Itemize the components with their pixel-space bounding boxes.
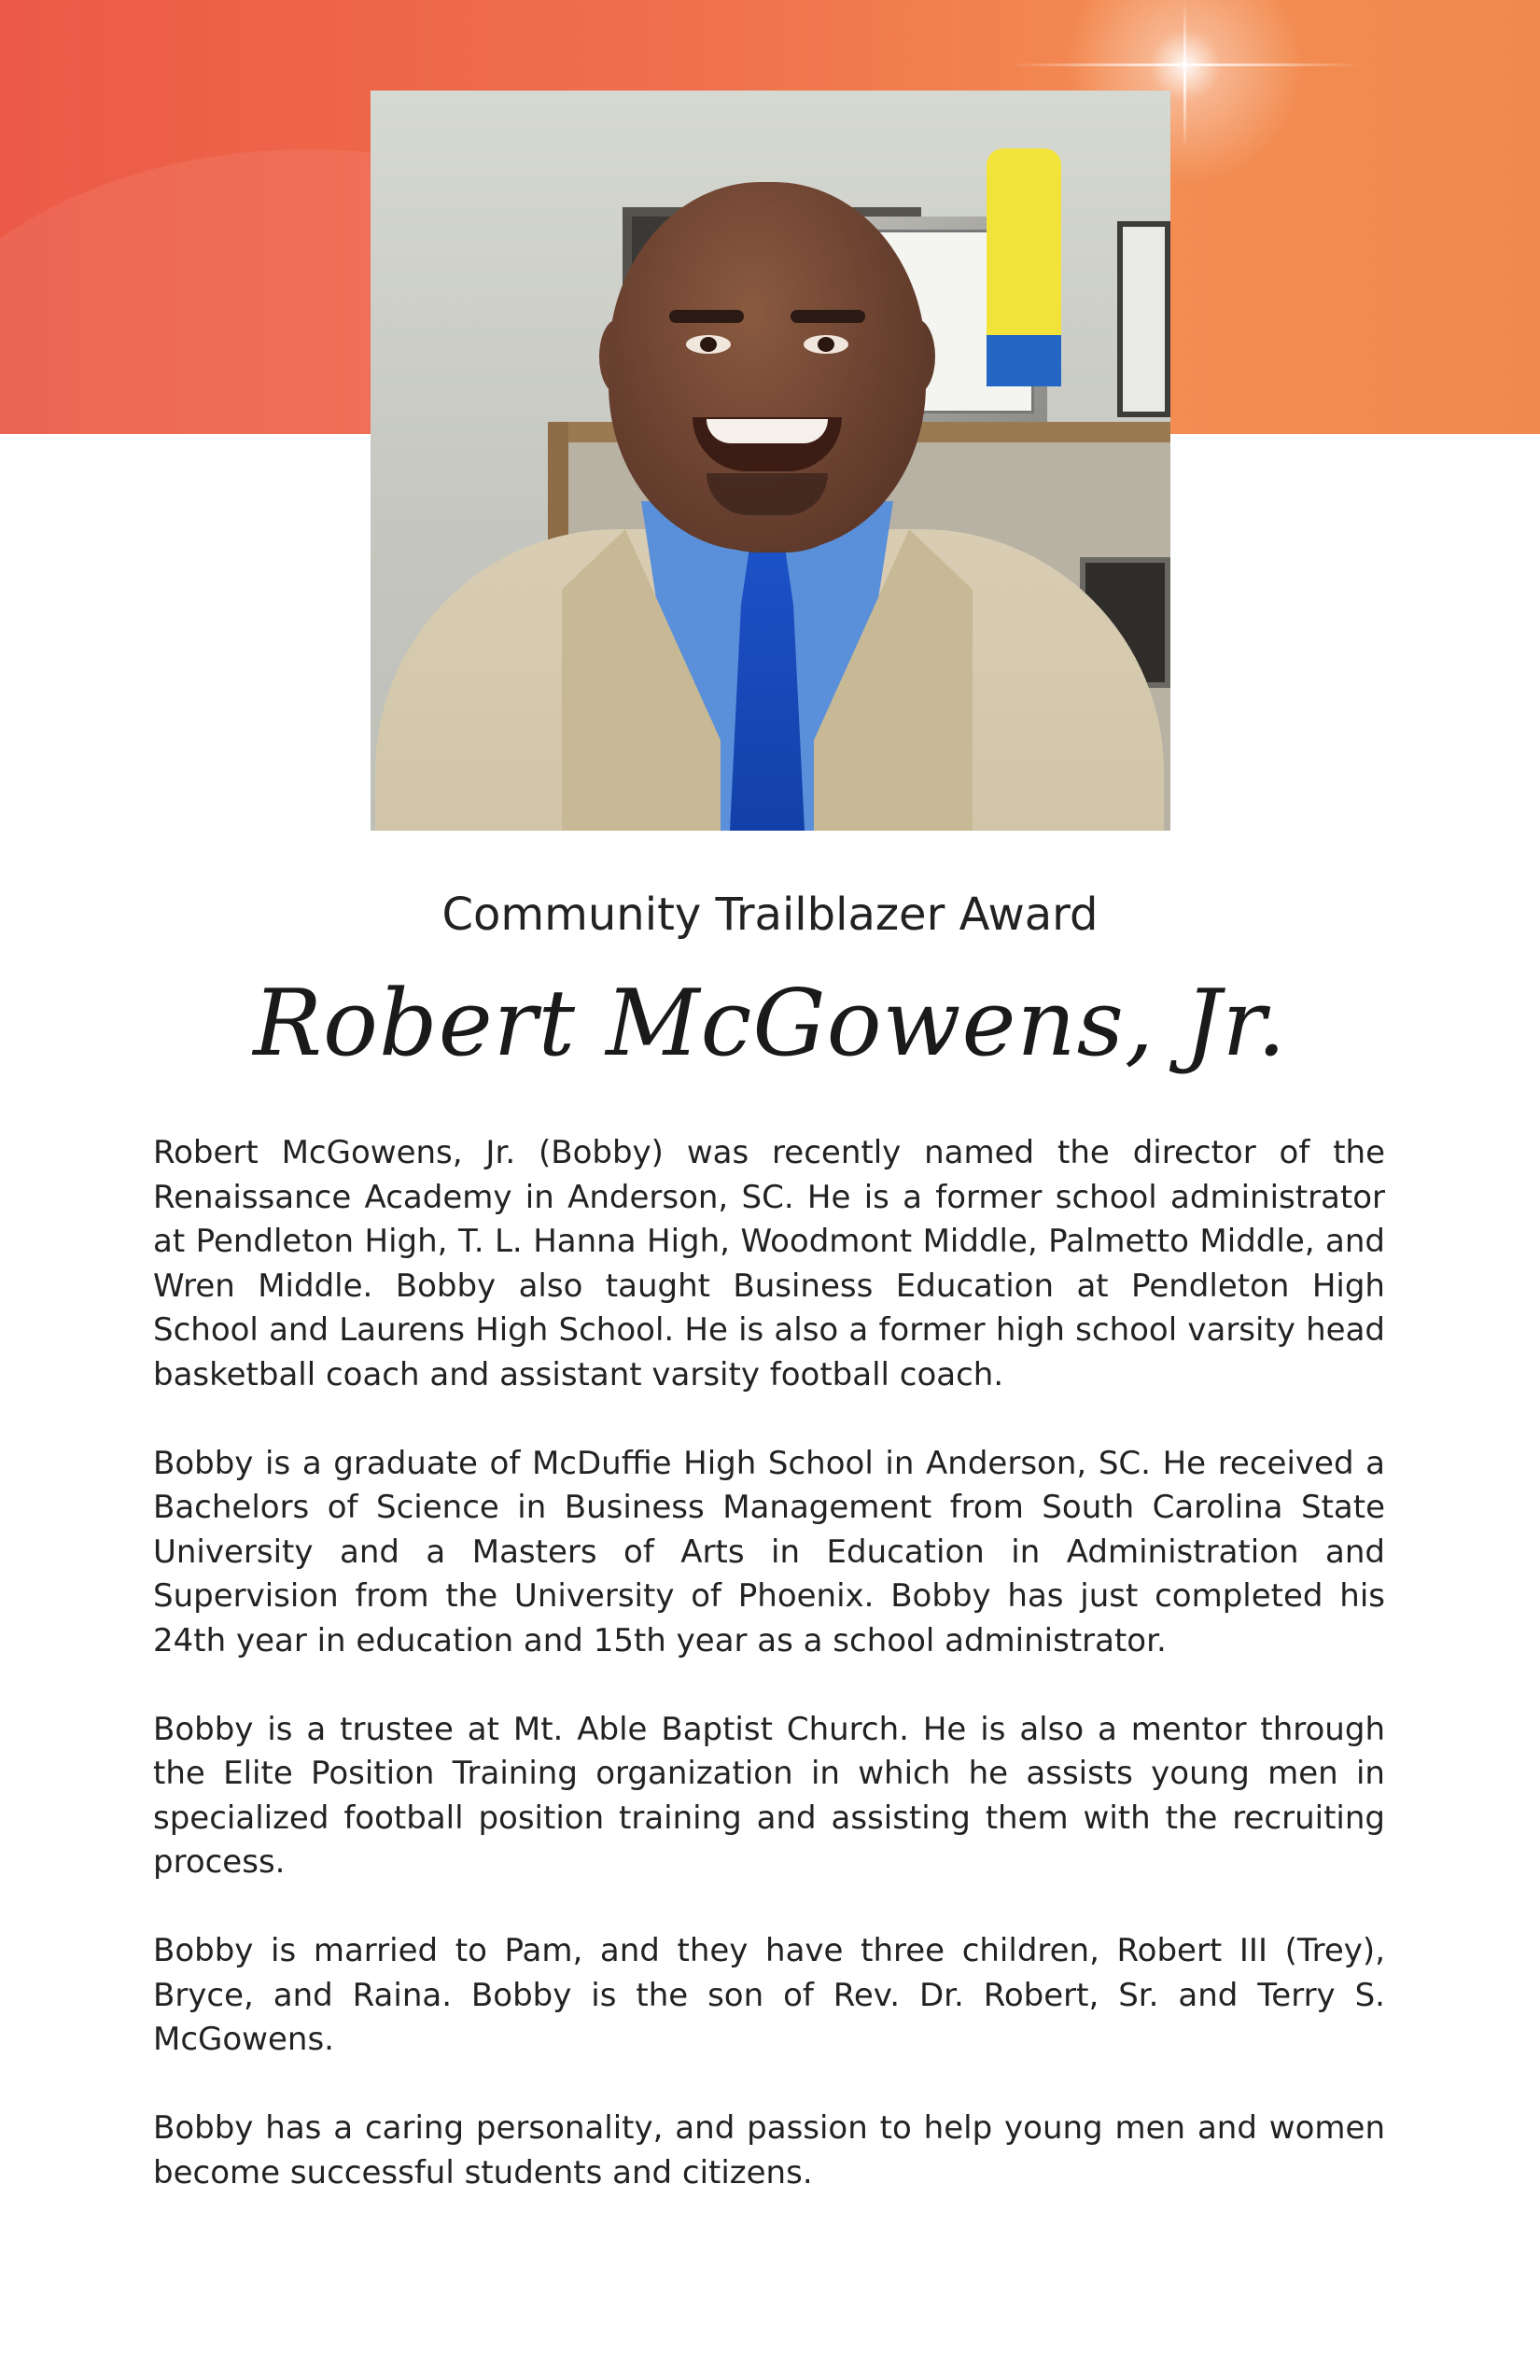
portrait-yellow-decoration bbox=[987, 148, 1061, 386]
award-title: Community Trailblazer Award bbox=[441, 889, 1099, 941]
portrait-brow-right bbox=[791, 310, 865, 323]
honoree-name: Robert McGowens, Jr. bbox=[253, 971, 1287, 1077]
portrait-right-frame bbox=[1117, 221, 1170, 417]
bio-paragraph: Bobby is a trustee at Mt. Able Baptist Church. He is also a mentor through the Elite Position Training organization in which he assists young men in specialized football position training and assisting them with the recruiting process. bbox=[153, 1710, 1385, 1881]
bio-paragraph: Bobby is married to Pam, and they have three children, Robert III (Trey), Bryce, and Raina. Bobby is the son of Rev. Dr. Robert, Sr. and Terry S. McGowens. bbox=[153, 1932, 1385, 2058]
bio-paragraph: Bobby has a caring personality, and passion to help young men and women become successful students and citizens. bbox=[153, 2109, 1385, 2191]
portrait-eye-right bbox=[804, 335, 848, 354]
biography bbox=[153, 1131, 1385, 2240]
portrait-teeth bbox=[707, 419, 828, 443]
bio-paragraph: Bobby is a graduate of McDuffie High School in Anderson, SC. He received a Bachelors of Science in Business Management from South Carolina State University and a Masters of Arts in Education in Administration and Supervision from the University of Phoenix. Bobby has just completed his 24th year in education and 15th year as a school administrator. bbox=[153, 1444, 1385, 1659]
honoree-portrait bbox=[371, 91, 1170, 831]
light-flare-vertical bbox=[1183, 0, 1186, 149]
bio-paragraph: Robert McGowens, Jr. (Bobby) was recently named the director of the Renaissance Academy in Anderson, SC. He is a former school administrator at Pendleton High, T. L. Hanna High, Woodmont Middle, Palmetto Middle, and Wren Middle. Bobby also taught Business Education at Pendleton High School and Laurens High School. He is also a former high school varsity head basketball coach and assistant varsity football coach. bbox=[153, 1134, 1385, 1393]
portrait-brow-left bbox=[669, 310, 744, 323]
portrait-eye-left bbox=[686, 335, 731, 354]
